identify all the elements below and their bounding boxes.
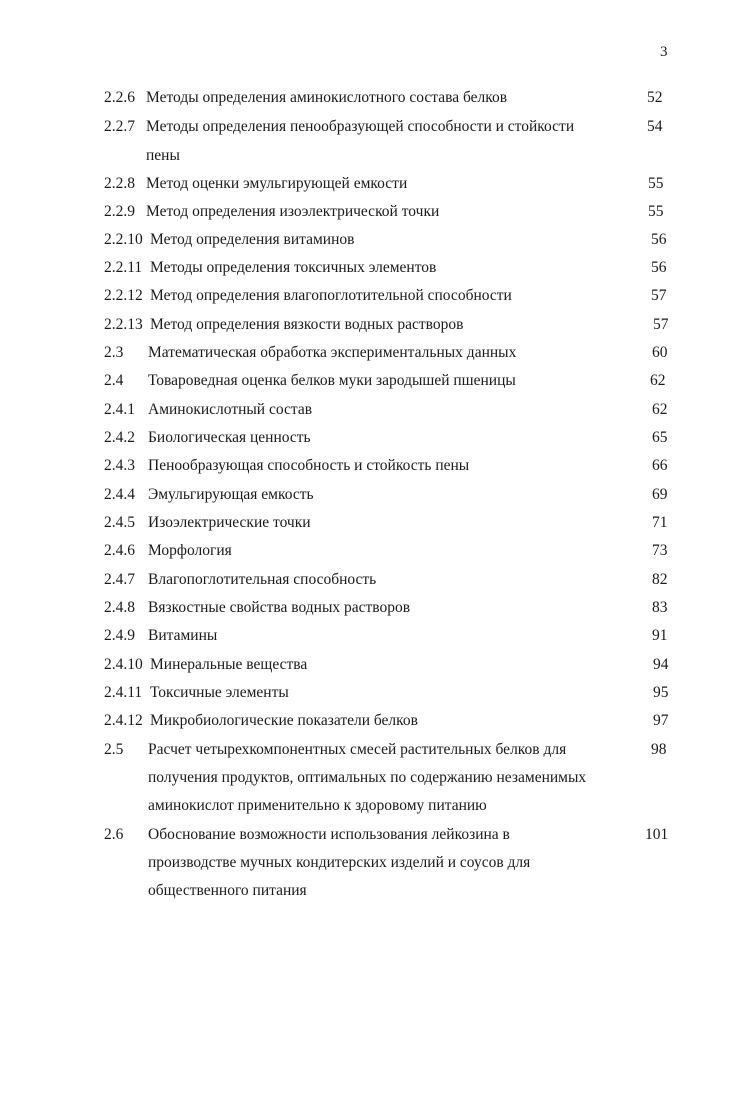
toc-number: 2.6 xyxy=(104,826,124,843)
toc-title: Токсичные элементы xyxy=(150,684,289,701)
toc-title: Морфология xyxy=(148,542,232,559)
toc-title: Метод определения витаминов xyxy=(150,231,355,248)
toc-title: Аминокислотный состав xyxy=(148,401,313,418)
toc-title: Методы определения аминокислотного состава белков xyxy=(146,89,508,106)
toc-page: 55 xyxy=(648,203,664,220)
toc-page: 56 xyxy=(651,259,667,276)
toc-title: Метод определения влагопоглотительной способности xyxy=(150,287,512,304)
toc-page: 95 xyxy=(653,684,669,701)
toc-number: 2.4.8 xyxy=(104,599,135,616)
toc-number: 2.2.9 xyxy=(104,203,135,220)
toc-page: 82 xyxy=(652,571,668,588)
toc-number: 2.2.11 xyxy=(104,259,143,276)
toc-title-continuation: аминокислот применительно к здоровому питанию xyxy=(148,797,487,814)
toc-page: 97 xyxy=(653,712,669,729)
toc-page: 69 xyxy=(652,486,668,503)
toc-number: 2.4.4 xyxy=(104,486,135,503)
toc-title-continuation: получения продуктов, оптимальных по содержанию незаменимых xyxy=(148,769,587,786)
toc-title: Методы определения токсичных элементов xyxy=(150,259,437,276)
toc-page: 73 xyxy=(652,542,668,559)
toc-number: 2.4.9 xyxy=(104,627,135,644)
toc-page: 55 xyxy=(648,175,664,192)
toc-title: Микробиологические показатели белков xyxy=(150,712,418,729)
toc-page: 91 xyxy=(652,627,668,644)
toc-number: 2.2.13 xyxy=(104,316,143,333)
toc-title: Влагопоглотительная способность xyxy=(148,571,377,588)
toc-page: 66 xyxy=(652,457,668,474)
toc-page: 94 xyxy=(653,656,669,673)
toc-number: 2.4.11 xyxy=(104,684,143,701)
toc-number: 2.4.1 xyxy=(104,401,135,418)
toc-title: Изоэлектрические точки xyxy=(148,514,311,531)
toc-title: Метод определения вязкости водных растворов xyxy=(150,316,464,333)
toc-page: 54 xyxy=(647,118,663,135)
toc-title: Биологическая ценность xyxy=(148,429,311,446)
toc-title: Расчет четырехкомпонентных смесей растительных белков для xyxy=(148,741,567,758)
toc-number: 2.4.10 xyxy=(104,656,143,673)
toc-number: 2.4.2 xyxy=(104,429,135,446)
toc-title: Методы определения пенообразующей способности и стойкости xyxy=(146,118,575,135)
toc-number: 2.4.5 xyxy=(104,514,135,531)
toc-number: 2.2.6 xyxy=(104,89,135,106)
toc-page: 101 xyxy=(645,826,669,843)
toc-page: 56 xyxy=(651,231,667,248)
toc-title: Пенообразующая способность и стойкость пены xyxy=(148,457,470,474)
toc-title-continuation: общественного питания xyxy=(148,882,307,899)
toc-title: Эмульгирующая емкость xyxy=(148,486,314,503)
toc-title: Математическая обработка экспериментальных данных xyxy=(148,344,517,361)
toc-title: Товароведная оценка белков муки зародышей пшеницы xyxy=(148,372,516,389)
toc-number: 2.4.6 xyxy=(104,542,135,559)
toc-title: Метод определения изоэлектрической точки xyxy=(146,203,440,220)
toc-title: Витамины xyxy=(148,627,218,644)
toc-title: Обоснование возможности использования лейкозина в xyxy=(148,826,510,843)
toc-page: 98 xyxy=(651,741,667,758)
toc-number: 2.2.8 xyxy=(104,175,135,192)
toc-page: 62 xyxy=(650,372,666,389)
toc-number: 2.4.7 xyxy=(104,571,135,588)
toc-page: 60 xyxy=(652,344,668,361)
toc-page: 52 xyxy=(647,89,663,106)
toc-page: 62 xyxy=(652,401,668,418)
toc-number: 2.2.10 xyxy=(104,231,143,248)
toc-title-continuation: производстве мучных кондитерских изделий и соусов для xyxy=(148,854,531,871)
toc-title: Минеральные вещества xyxy=(150,656,308,673)
toc-number: 2.4.12 xyxy=(104,712,143,729)
toc-number: 2.5 xyxy=(104,741,124,758)
toc-page: 57 xyxy=(651,287,667,304)
toc-number: 2.2.12 xyxy=(104,287,143,304)
toc-number: 2.4 xyxy=(104,372,124,389)
toc-page: 71 xyxy=(652,514,668,531)
toc-title: Метод оценки эмульгирующей емкости xyxy=(146,175,408,192)
toc-page: 83 xyxy=(652,599,668,616)
toc-page: 57 xyxy=(653,316,669,333)
toc-title: Вязкостные свойства водных растворов xyxy=(148,599,411,616)
toc-title-continuation: пены xyxy=(146,147,180,164)
toc-number: 2.4.3 xyxy=(104,457,135,474)
toc-number: 2.2.7 xyxy=(104,118,135,135)
toc-page: 65 xyxy=(652,429,668,446)
page-number: 3 xyxy=(660,44,668,60)
toc-number: 2.3 xyxy=(104,344,124,361)
